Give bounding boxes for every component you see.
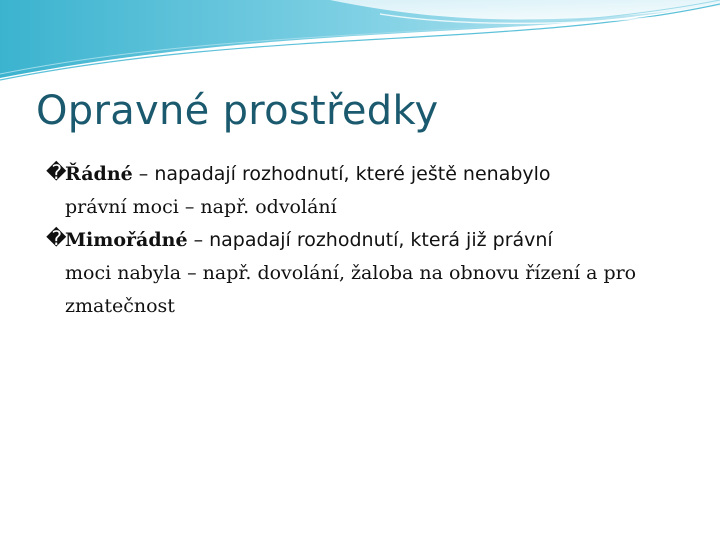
header-wave-decoration — [0, 0, 720, 90]
bullet-list — [46, 157, 696, 322]
bullet-item-mimoradne — [46, 223, 696, 322]
bullet-item-radne — [46, 157, 696, 223]
slide-title: Opravné prostředky — [36, 88, 439, 134]
bullet-term: Mimořádné — [65, 229, 188, 251]
bullet-term: Řádné — [65, 163, 133, 185]
bullet-description: – napadají rozhodnutí, které ještě nenabylo — [132, 163, 551, 185]
bullet-marker-icon: � — [46, 160, 67, 184]
bullet-description: – napadají rozhodnutí, která již právní — [187, 229, 553, 251]
bullet-continuation: právní moci – např. odvolání — [65, 196, 337, 218]
bullet-marker-icon: � — [46, 226, 67, 250]
bullet-continuation: moci nabyla – např. dovolání, žaloba na obnovu řízení a pro zmatečnost — [65, 262, 637, 317]
